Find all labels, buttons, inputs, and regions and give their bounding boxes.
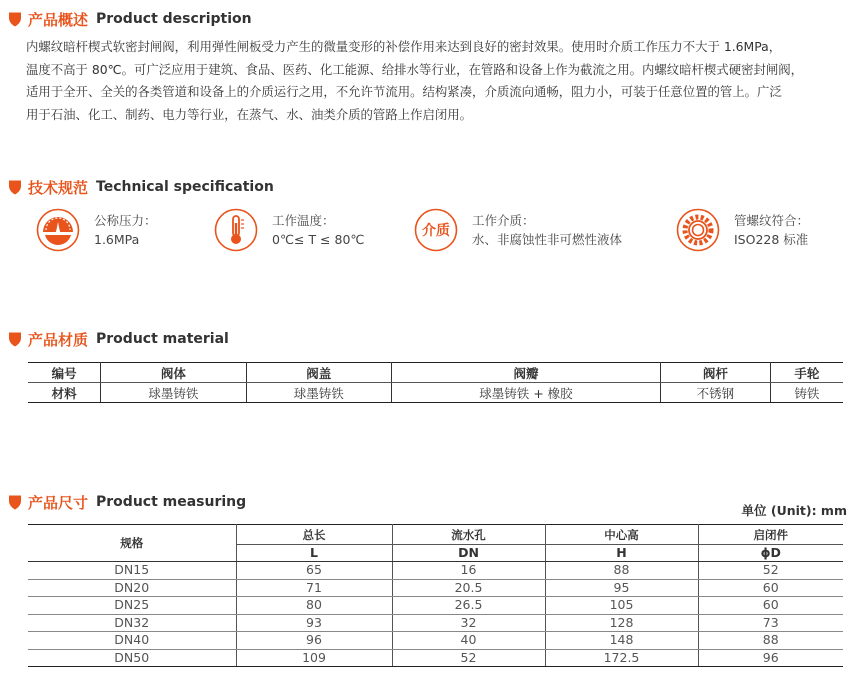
table-cell: 52: [698, 562, 843, 580]
table-row: [28, 579, 843, 597]
shield-icon: [8, 11, 22, 27]
spec-temperature-label: 工作温度：: [272, 213, 335, 228]
measuring-title-cn: 产品尺寸: [28, 493, 89, 512]
spec-pressure-value: 1.6MPa: [94, 232, 140, 247]
table-cell: 88: [698, 632, 843, 650]
table-cell: 88: [545, 562, 698, 580]
table-cell: 40: [392, 632, 545, 650]
table-cell: 60: [698, 597, 843, 615]
gear-icon: [676, 208, 720, 252]
technical-title-en: Technical specification: [96, 179, 274, 195]
table-cell: 80: [236, 597, 392, 615]
table-cell: DN32: [28, 614, 236, 632]
table-cell: 32: [392, 614, 545, 632]
table-cell: DN50: [28, 649, 236, 667]
table-cell: 26.5: [392, 597, 545, 615]
spec-medium-value: 水、非腐蚀性非可燃性液体: [472, 232, 623, 247]
material-header-cell: 阀体: [101, 363, 246, 383]
table-cell: 65: [236, 562, 392, 580]
table-cell: 148: [545, 632, 698, 650]
material-cell: 球墨铸铁: [101, 383, 246, 403]
table-cell: 60: [698, 579, 843, 597]
measuring-title-en: Product measuring: [96, 494, 247, 510]
spec-temperature: [214, 208, 364, 252]
measuring-header: [8, 491, 246, 513]
technical-header: [8, 176, 274, 198]
table-row: [28, 597, 843, 615]
spec-header: 规格: [28, 525, 236, 562]
shield-icon: [8, 179, 22, 195]
description-line: 适用于全开、全关的各类管道和设备上的介质运行之用，不允许节流用。结构紧凑，介质流向通畅，阻力小，可装于任意位置的管上。广泛: [26, 84, 782, 99]
table-cell: 73: [698, 614, 843, 632]
material-cell: 不锈钢: [661, 383, 771, 403]
overview-header: [8, 8, 252, 30]
table-cell: 109: [236, 649, 392, 667]
material-header-cell: 阀瓣: [391, 363, 660, 383]
spec-pressure-label: 公称压力：: [94, 213, 157, 228]
spec-medium-label: 工作介质：: [472, 213, 535, 228]
spec-temperature-value: 0℃≤ T ≤ 80℃: [272, 232, 365, 247]
description-line: 用于石油、化工、制药、电力等行业，在蒸气、水、油类介质的管路上作启闭用。: [26, 106, 473, 122]
spec-thread: [676, 208, 809, 252]
medium-badge-text: 介质: [422, 223, 450, 239]
thermometer-icon: [214, 208, 258, 252]
table-cell: 95: [545, 579, 698, 597]
pressure-gauge-icon: [36, 208, 80, 252]
table-cell: 105: [545, 597, 698, 615]
table-cell: 96: [236, 632, 392, 650]
table-cell: DN25: [28, 597, 236, 615]
material-header-row: [28, 363, 843, 383]
column-header: 启闭件: [698, 525, 843, 545]
material-row: [28, 383, 843, 403]
material-header: [8, 328, 229, 350]
column-symbol: DN: [392, 545, 545, 562]
column-header: 流水孔: [392, 525, 545, 545]
overview-title-cn: 产品概述: [28, 10, 89, 29]
measuring-header-row: [28, 525, 843, 545]
column-symbol: ɸD: [698, 545, 843, 562]
table-cell: DN15: [28, 562, 236, 580]
material-cell: 铸铁: [770, 383, 843, 403]
spec-pressure: [36, 208, 157, 252]
material-table: [28, 362, 843, 403]
table-cell: DN40: [28, 632, 236, 650]
material-header-cell: 手轮: [770, 363, 843, 383]
spec-thread-value: ISO228 标准: [734, 232, 809, 247]
column-symbol: L: [236, 545, 392, 562]
table-cell: 93: [236, 614, 392, 632]
material-header-cell: 编号: [28, 363, 101, 383]
material-cell: 材料: [28, 383, 101, 403]
medium-badge-icon: [414, 208, 458, 252]
table-row: [28, 632, 843, 650]
table-row: [28, 562, 843, 580]
table-cell: 96: [698, 649, 843, 667]
shield-icon: [8, 494, 22, 510]
description-line: 内螺纹暗杆楔式软密封闸阀，利用弹性闸板受力产生的微量变形的补偿作用来达到良好的密封效果。使用时介质工作压力不大于 1.6MPa，: [26, 39, 782, 54]
table-row: [28, 649, 843, 667]
spec-thread-label: 管螺纹符合：: [734, 213, 810, 228]
table-cell: DN20: [28, 579, 236, 597]
table-cell: 128: [545, 614, 698, 632]
measuring-table: [28, 524, 843, 667]
material-header-cell: 阀杆: [661, 363, 771, 383]
column-header: 总长: [236, 525, 392, 545]
spec-medium: [414, 208, 622, 252]
overview-title-en: Product description: [96, 11, 252, 27]
material-cell: 球墨铸铁 + 橡胶: [391, 383, 660, 403]
material-title-en: Product material: [96, 331, 229, 347]
table-cell: 52: [392, 649, 545, 667]
description-line: 温度不高于 80℃。可广泛应用于建筑、食品、医药、化工能源、给排水等行业，在管路和设备上作为截流之用。内螺纹暗杆楔式硬密封闸阀，: [26, 61, 804, 77]
table-cell: 20.5: [392, 579, 545, 597]
material-cell: 球墨铸铁: [246, 383, 391, 403]
technical-title-cn: 技术规范: [28, 178, 89, 197]
table-cell: 71: [236, 579, 392, 597]
overview-description: [26, 36, 856, 126]
table-cell: 16: [392, 562, 545, 580]
table-cell: 172.5: [545, 649, 698, 667]
table-row: [28, 614, 843, 632]
column-symbol: H: [545, 545, 698, 562]
material-title-cn: 产品材质: [28, 330, 89, 349]
material-header-cell: 阀盖: [246, 363, 391, 383]
unit-label: 单位 (Unit): mm: [741, 503, 847, 518]
shield-icon: [8, 331, 22, 347]
column-header: 中心高: [545, 525, 698, 545]
